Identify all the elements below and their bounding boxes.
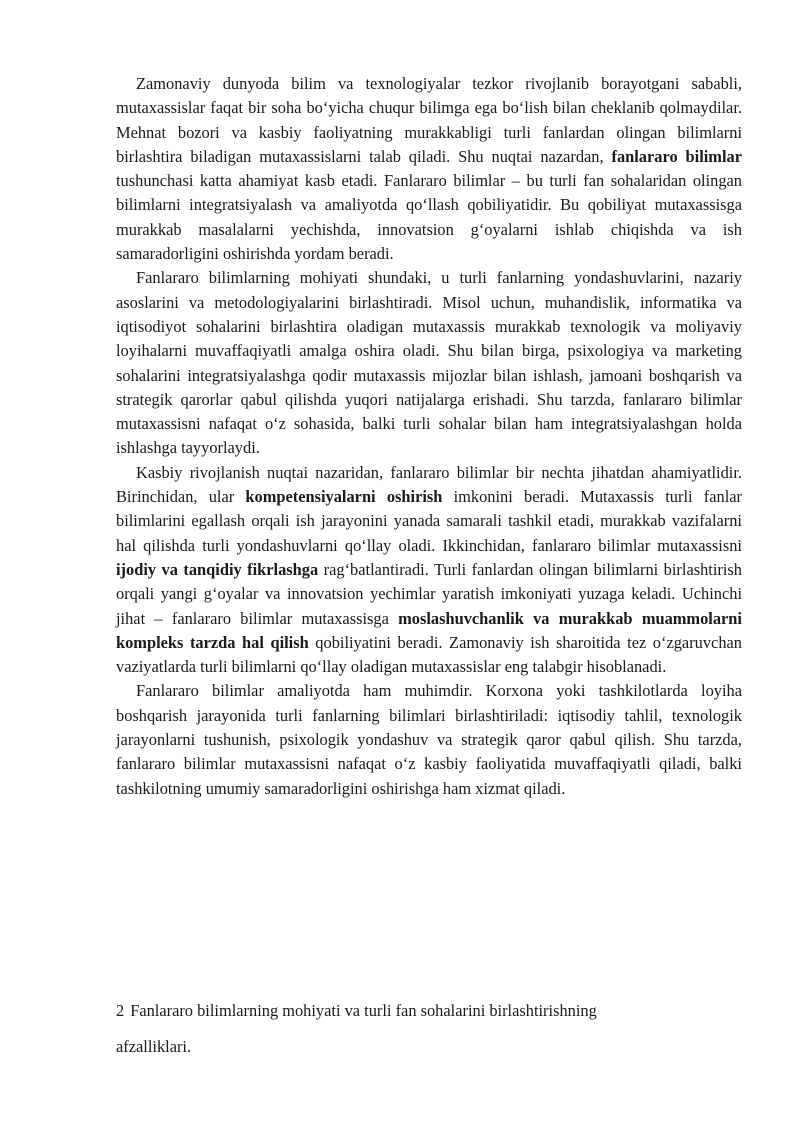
paragraph-1: [116, 72, 742, 266]
paragraph-4: [116, 679, 742, 800]
bold-term: fanlararo bilimlar: [611, 146, 742, 166]
section-heading-line-1: [116, 993, 716, 1029]
paragraph-text: qobiliyatini beradi. Zamonaviy ish sharoitida tez o‘zgaruvchan vaziyatlarda turli bilimlarni qo‘llay oladigan mutaxassislar eng talabgir hisoblanadi.: [116, 632, 742, 677]
paragraph-text: rag‘batlantiradi. Turli fanlardan olingan bilimlarni birlashtirish orqali yangi g‘oyalar va innovatsion yechimlar yaratish imkoniyati yuzaga keladi. Uchinchi jihat – fanlararo bilimlar mutaxassisga: [116, 559, 742, 628]
paragraph-2: [116, 266, 742, 460]
bold-term: ijodiy va tanqidiy fikrlashga: [116, 559, 319, 579]
paragraph-text: Zamonaviy dunyoda bilim va texnologiyalar tezkor rivojlanib borayotgani sababli, mutaxassislar faqat bir soha bo‘yicha chuqur bilimga ega bo‘lish bilan cheklanib qolmaydilar. Mehnat bozori va kasbiy faoliyatning murakkabligi turli fanlardan olingan bilimlarni birlashtira biladigan mutaxassislarni talab qiladi. Shu nuqtai nazardan,: [116, 74, 742, 166]
paragraph-text: imkonini beradi. Mutaxassis turli fanlar bilimlarini egallash orqali ish jarayonini yanada samarali tashkil etadi, murakkab vazifalarni hal qilishda turli yondashuvlarni qo‘llay oladi. Ikkinchidan, fanlararo bilimlar mutaxassisni: [116, 487, 742, 555]
section-title-part-2: afzalliklari.: [116, 1037, 192, 1056]
section-title-part-1: Fanlararo bilimlarning mohiyati va turli fan sohalarini birlashtirishning: [130, 1001, 597, 1020]
section-number: 2: [116, 1001, 125, 1020]
paragraph-text: Fanlararo bilimlar amaliyotda ham muhimdir. Korxona yoki tashkilotlarda loyiha boshqarish jarayonida turli fanlarning bilimlari birlashtiriladi: iqtisodiy tahlil, texnologik jarayonlarni tushunish, psixologik yondashuv va strategik qaror qabul qilish. Shu tarzda, fanlararo bilimlar mutaxassisni nafaqat o‘z kasbiy faoliyatida muvaffaqiyatli qiladi, balki tashkilotning umumiy samaradorligini oshirishga ham xizmat qiladi.: [116, 681, 742, 798]
paragraph-text: Fanlararo bilimlarning mohiyati shundaki, u turli fanlarning yondashuvlarini, nazariy asoslarini va metodologiyalarini birlashtiradi. Misol uchun, muhandislik, informatika va iqtisodiyot sohalarini birlashtira oladigan mutaxassis murakkab texnologik va moliyaviy loyihalarni muvaffaqiyatli amalga oshira oladi. Shu bilan birga, psixologiya va marketing sohalarini integratsiyalashga qodir mutaxassis mijozlar bilan ishlash, jamoani boshqarish va strategik qarorlar qabul qilishda yuqori natijalarga erishadi. Shu tarzda, fanlararo bilimlar mutaxassisni nafaqat o‘z sohasida, balki turli sohalar bilan ham integratsiyalashgan holda ishlashga tayyorlaydi.: [116, 268, 742, 458]
body-text: [116, 72, 742, 801]
bold-term: kompetensiyalarni oshirish: [245, 487, 443, 507]
bold-term: moslashuvchanlik va murakkab muammolarni kompleks tarzda hal qilish: [116, 608, 742, 652]
paragraph-text: tushunchasi katta ahamiyat kasb etadi. Fanlararo bilimlar – bu turli fan sohalaridan olingan bilimlarni integratsiyalash va amaliyotda qo‘llash qobiliyatidir. Bu qobiliyat mutaxassisga murakkab masalalarni yechishda, innovatsion g‘oyalarni ishlab chiqishda va ish samaradorligini oshirishda yordam beradi.: [116, 171, 742, 264]
section-heading: [116, 993, 716, 1065]
paragraph-3: [116, 461, 742, 680]
paragraph-text: Kasbiy rivojlanish nuqtai nazaridan, fanlararo bilimlar bir nechta jihatdan ahamiyatlidir. Birinchidan, ular: [116, 462, 742, 507]
